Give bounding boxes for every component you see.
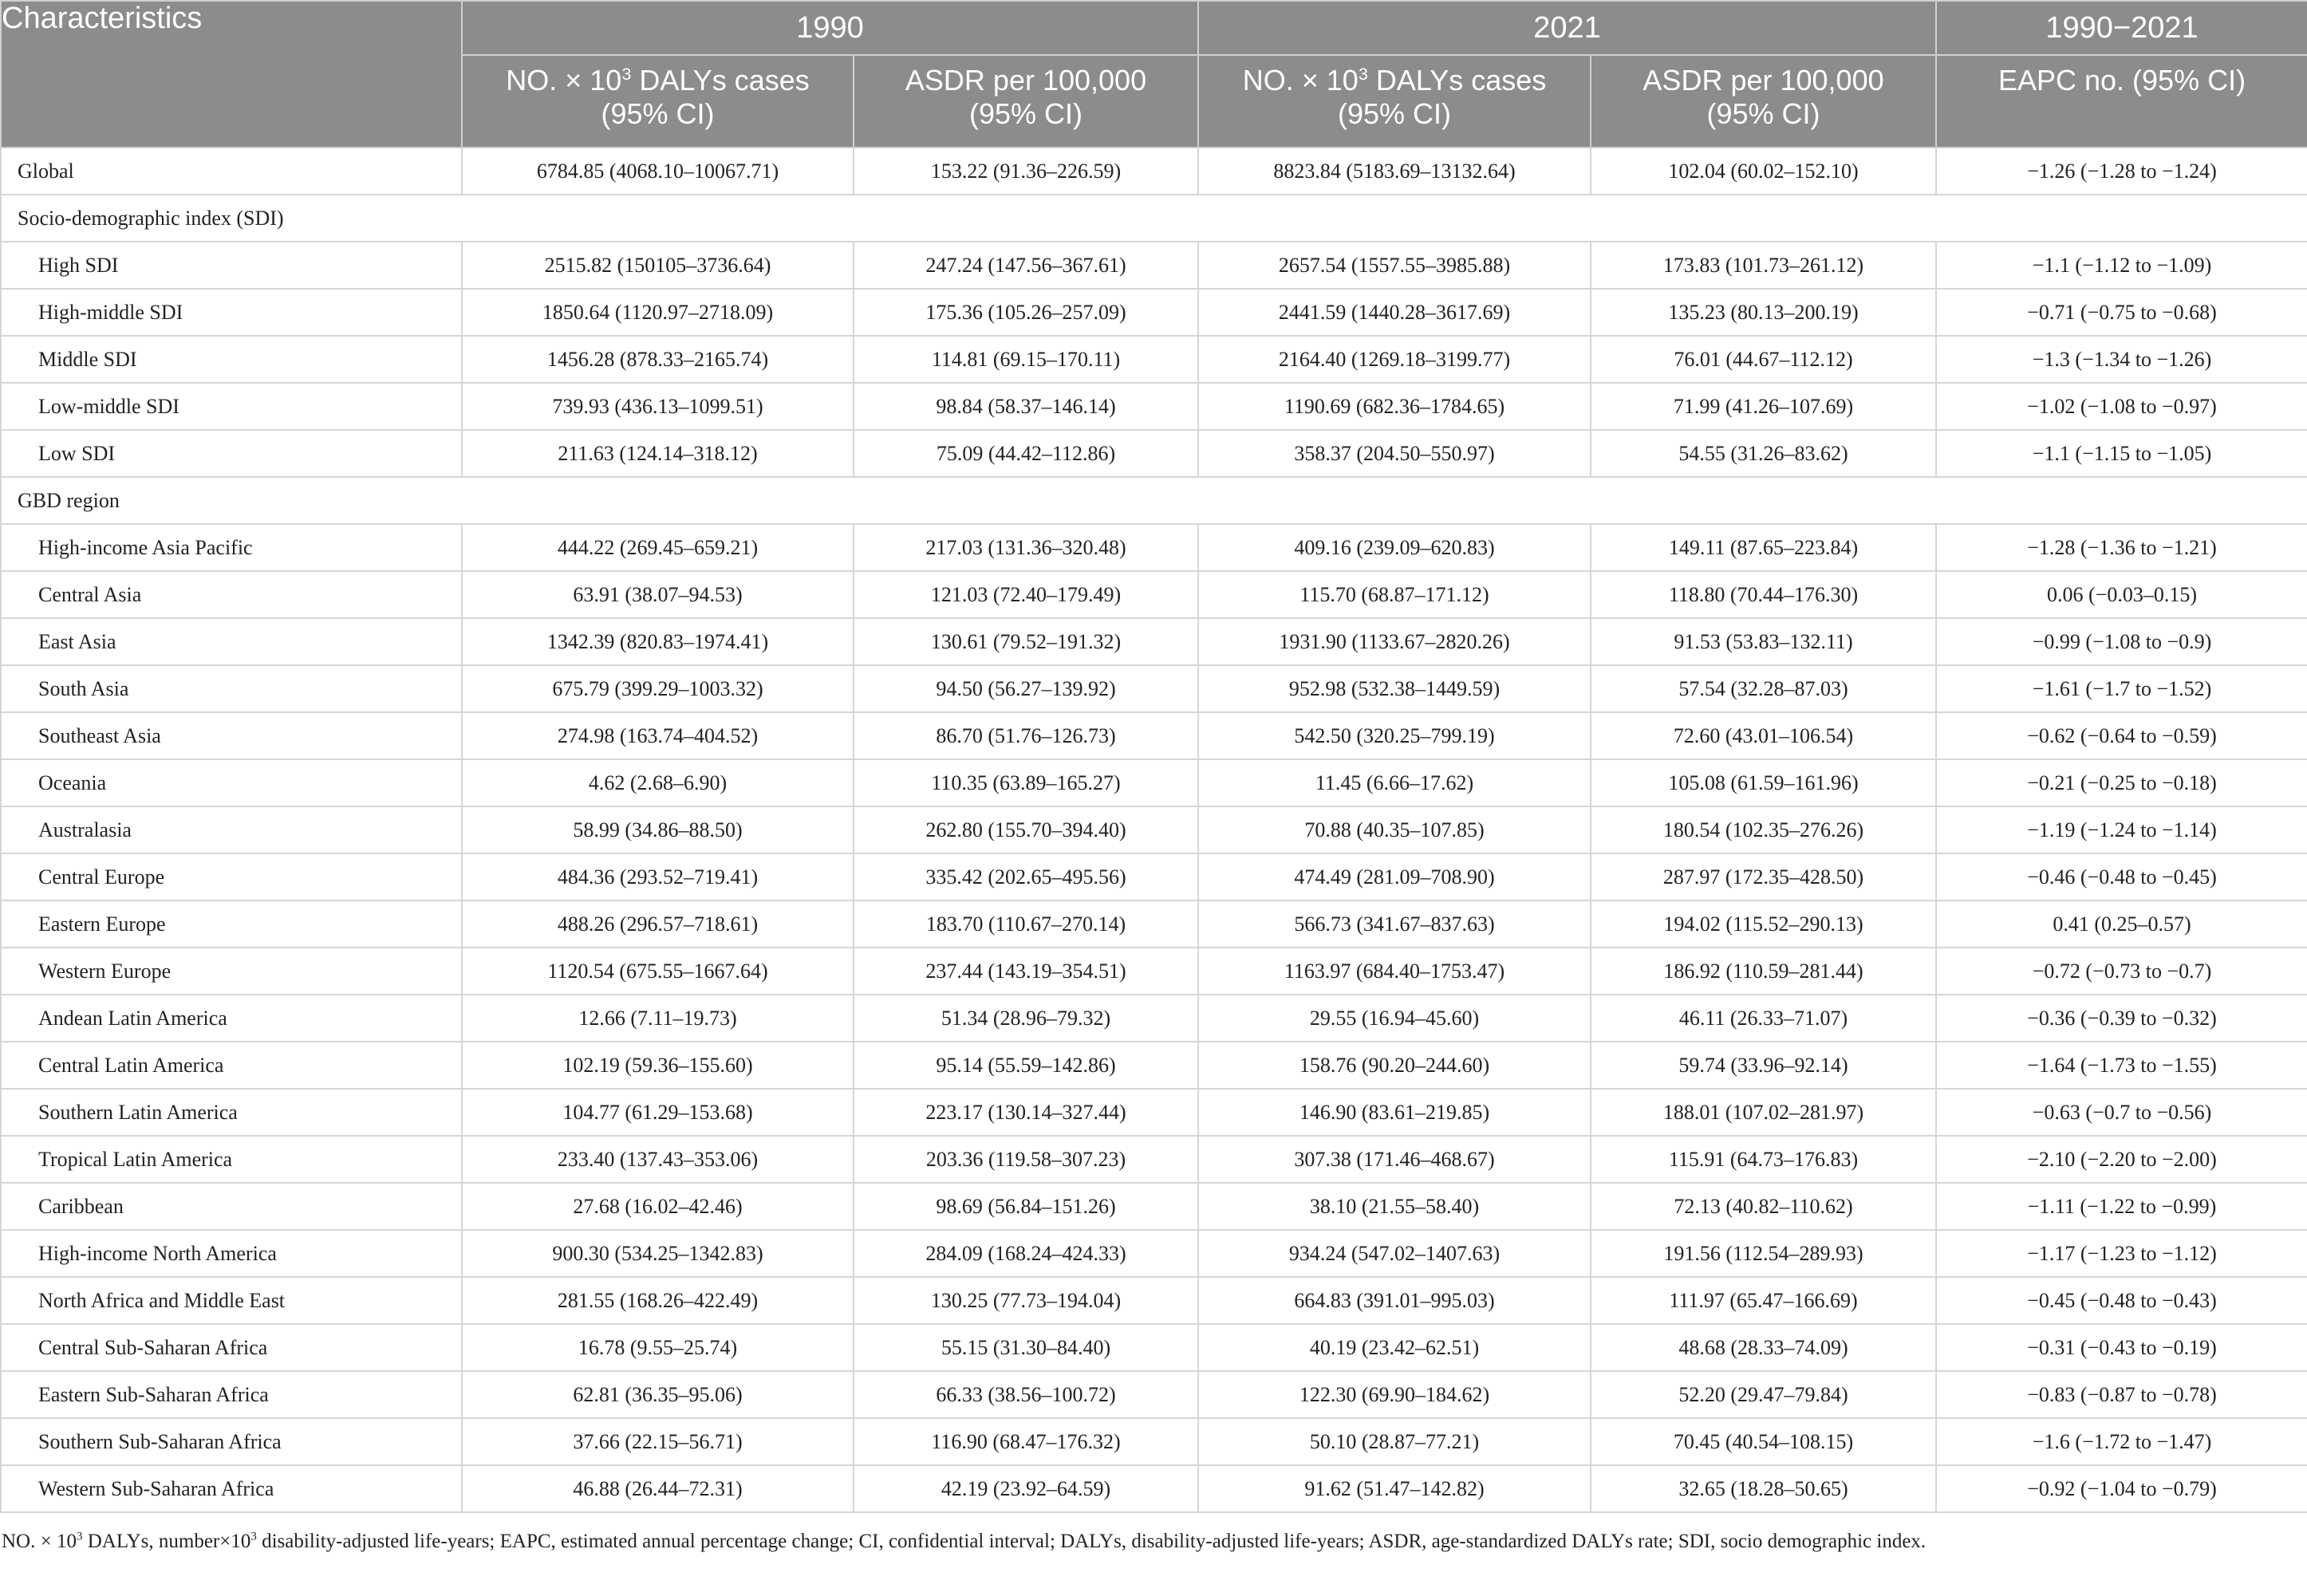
table-row	[1, 1277, 2307, 1324]
cell-2021-no: 2441.59 (1440.28–3617.69)	[1198, 289, 1591, 336]
cell-2021-asdr: 149.11 (87.65–223.84)	[1591, 524, 1936, 571]
cell-2021-no: 474.49 (281.09–708.90)	[1198, 853, 1591, 900]
cell-1990-asdr: 183.70 (110.67–270.14)	[854, 900, 1198, 948]
cell-2021-asdr: 102.04 (60.02–152.10)	[1591, 148, 1936, 195]
table-row	[1, 1371, 2307, 1418]
table-row	[1, 1465, 2307, 1512]
row-label: Central Asia	[1, 571, 462, 618]
cell-2021-asdr: 191.56 (112.54–289.93)	[1591, 1230, 1936, 1277]
cell-2021-asdr: 72.13 (40.82–110.62)	[1591, 1183, 1936, 1230]
cell-1990-asdr: 98.69 (56.84–151.26)	[854, 1183, 1198, 1230]
row-label: South Asia	[1, 665, 462, 712]
header-2021-no	[1198, 55, 1591, 148]
table-header	[1, 1, 2307, 148]
cell-1990-asdr: 217.03 (131.36–320.48)	[854, 524, 1198, 571]
header-1990-asdr	[854, 55, 1198, 148]
cell-1990-asdr: 98.84 (58.37–146.14)	[854, 383, 1198, 430]
table-row	[1, 336, 2307, 383]
table-row	[1, 759, 2307, 806]
no-label-prefix: NO. × 10	[1242, 64, 1359, 97]
cell-2021-no: 664.83 (391.01–995.03)	[1198, 1277, 1591, 1324]
cell-1990-asdr: 94.50 (56.27–139.92)	[854, 665, 1198, 712]
cell-2021-no: 70.88 (40.35–107.85)	[1198, 806, 1591, 853]
no-label-exp: 3	[621, 64, 632, 84]
cell-eapc: −0.21 (−0.25 to −0.18)	[1936, 759, 2307, 806]
footnote-middle: DALYs, number×10	[82, 1531, 251, 1552]
table-row	[1, 524, 2307, 571]
footnote-exp: 3	[76, 1530, 83, 1543]
cell-1990-asdr: 116.90 (68.47–176.32)	[854, 1418, 1198, 1465]
cell-1990-asdr: 247.24 (147.56–367.61)	[854, 242, 1198, 289]
footnote-exp: 3	[250, 1530, 257, 1543]
cell-1990-no: 16.78 (9.55–25.74)	[462, 1324, 854, 1371]
cell-1990-no: 62.81 (36.35–95.06)	[462, 1371, 854, 1418]
table-row	[1, 383, 2307, 430]
cell-1990-asdr: 114.81 (69.15–170.11)	[854, 336, 1198, 383]
cell-1990-no: 1850.64 (1120.97–2718.09)	[462, 289, 854, 336]
table-row	[1, 618, 2307, 665]
row-label: Central Sub-Saharan Africa	[1, 1324, 462, 1371]
cell-2021-asdr: 46.11 (26.33–71.07)	[1591, 995, 1936, 1042]
cell-eapc: −0.71 (−0.75 to −0.68)	[1936, 289, 2307, 336]
cell-1990-no: 2515.82 (150105–3736.64)	[462, 242, 854, 289]
cell-2021-asdr: 194.02 (115.52–290.13)	[1591, 900, 1936, 948]
cell-1990-asdr: 284.09 (168.24–424.33)	[854, 1230, 1198, 1277]
ci-label: (95% CI)	[968, 97, 1083, 130]
cell-2021-no: 934.24 (547.02–1407.63)	[1198, 1230, 1591, 1277]
cell-1990-asdr: 262.80 (155.70–394.40)	[854, 806, 1198, 853]
footnote-rest: disability-adjusted life-years; EAPC, estimated annual percentage change; CI, confidential interval; DALYs, disability-adjusted life-years; ASDR, age-standardized DALYs rate; SDI, socio demographic index.	[256, 1531, 1926, 1552]
cell-2021-no: 1931.90 (1133.67–2820.26)	[1198, 618, 1591, 665]
row-label: Western Europe	[1, 948, 462, 995]
cell-eapc: −1.6 (−1.72 to −1.47)	[1936, 1418, 2307, 1465]
cell-1990-no: 27.68 (16.02–42.46)	[462, 1183, 854, 1230]
cell-2021-asdr: 105.08 (61.59–161.96)	[1591, 759, 1936, 806]
cell-1990-asdr: 335.42 (202.65–495.56)	[854, 853, 1198, 900]
cell-eapc: −0.92 (−1.04 to −0.79)	[1936, 1465, 2307, 1512]
row-label: High-income North America	[1, 1230, 462, 1277]
cell-2021-asdr: 115.91 (64.73–176.83)	[1591, 1136, 1936, 1183]
cell-1990-asdr: 86.70 (51.76–126.73)	[854, 712, 1198, 759]
row-label: Low SDI	[1, 430, 462, 477]
cell-2021-asdr: 188.01 (107.02–281.97)	[1591, 1089, 1936, 1136]
cell-1990-no: 4.62 (2.68–6.90)	[462, 759, 854, 806]
row-label: High SDI	[1, 242, 462, 289]
cell-eapc: −0.45 (−0.48 to −0.43)	[1936, 1277, 2307, 1324]
cell-1990-asdr: 121.03 (72.40–179.49)	[854, 571, 1198, 618]
cell-1990-asdr: 51.34 (28.96–79.32)	[854, 995, 1198, 1042]
cell-2021-no: 358.37 (204.50–550.97)	[1198, 430, 1591, 477]
table-row	[1, 1089, 2307, 1136]
cell-1990-no: 58.99 (34.86–88.50)	[462, 806, 854, 853]
cell-2021-asdr: 186.92 (110.59–281.44)	[1591, 948, 1936, 995]
cell-eapc: 0.41 (0.25–0.57)	[1936, 900, 2307, 948]
cell-1990-no: 675.79 (399.29–1003.32)	[462, 665, 854, 712]
cell-1990-no: 281.55 (168.26–422.49)	[462, 1277, 854, 1324]
row-label: Southeast Asia	[1, 712, 462, 759]
table-row	[1, 1230, 2307, 1277]
cell-1990-asdr: 75.09 (44.42–112.86)	[854, 430, 1198, 477]
cell-eapc: 0.06 (−0.03–0.15)	[1936, 571, 2307, 618]
cell-eapc: −0.31 (−0.43 to −0.19)	[1936, 1324, 2307, 1371]
cell-1990-no: 484.36 (293.52–719.41)	[462, 853, 854, 900]
cell-1990-no: 488.26 (296.57–718.61)	[462, 900, 854, 948]
cell-1990-asdr: 223.17 (130.14–327.44)	[854, 1089, 1198, 1136]
row-label: Low-middle SDI	[1, 383, 462, 430]
table-row	[1, 289, 2307, 336]
cell-2021-asdr: 118.80 (70.44–176.30)	[1591, 571, 1936, 618]
cell-eapc: −0.83 (−0.87 to −0.78)	[1936, 1371, 2307, 1418]
cell-2021-asdr: 173.83 (101.73–261.12)	[1591, 242, 1936, 289]
cell-eapc: −1.17 (−1.23 to −1.12)	[1936, 1230, 2307, 1277]
cell-2021-asdr: 57.54 (32.28–87.03)	[1591, 665, 1936, 712]
cell-1990-asdr: 130.61 (79.52–191.32)	[854, 618, 1198, 665]
cell-2021-no: 158.76 (90.20–244.60)	[1198, 1042, 1591, 1089]
cell-eapc: −1.64 (−1.73 to −1.55)	[1936, 1042, 2307, 1089]
row-label: Western Sub-Saharan Africa	[1, 1465, 462, 1512]
table-body	[1, 148, 2307, 1512]
cell-2021-asdr: 287.97 (172.35–428.50)	[1591, 853, 1936, 900]
table-row	[1, 1324, 2307, 1371]
no-label-exp: 3	[1358, 64, 1368, 84]
cell-2021-asdr: 91.53 (53.83–132.11)	[1591, 618, 1936, 665]
table-footnote	[0, 1531, 2307, 1553]
cell-2021-no: 11.45 (6.66–17.62)	[1198, 759, 1591, 806]
cell-2021-asdr: 72.60 (43.01–106.54)	[1591, 712, 1936, 759]
table-row	[1, 430, 2307, 477]
cell-eapc: −1.1 (−1.12 to −1.09)	[1936, 242, 2307, 289]
row-label: East Asia	[1, 618, 462, 665]
cell-eapc: −0.63 (−0.7 to −0.56)	[1936, 1089, 2307, 1136]
cell-2021-no: 8823.84 (5183.69–13132.64)	[1198, 148, 1591, 195]
cell-2021-asdr: 111.97 (65.47–166.69)	[1591, 1277, 1936, 1324]
cell-2021-no: 409.16 (239.09–620.83)	[1198, 524, 1591, 571]
cell-1990-no: 46.88 (26.44–72.31)	[462, 1465, 854, 1512]
cell-1990-asdr: 95.14 (55.59–142.86)	[854, 1042, 1198, 1089]
cell-1990-asdr: 42.19 (23.92–64.59)	[854, 1465, 1198, 1512]
cell-1990-no: 6784.85 (4068.10–10067.71)	[462, 148, 854, 195]
cell-2021-no: 542.50 (320.25–799.19)	[1198, 712, 1591, 759]
no-label-prefix: NO. × 10	[506, 64, 622, 97]
table-row	[1, 712, 2307, 759]
table-row	[1, 1183, 2307, 1230]
cell-2021-no: 29.55 (16.94–45.60)	[1198, 995, 1591, 1042]
row-label: Southern Latin America	[1, 1089, 462, 1136]
cell-1990-no: 1342.39 (820.83–1974.41)	[462, 618, 854, 665]
cell-1990-no: 900.30 (534.25–1342.83)	[462, 1230, 854, 1277]
table-row	[1, 806, 2307, 853]
cell-eapc: −2.10 (−2.20 to −2.00)	[1936, 1136, 2307, 1183]
footnote-prefix: NO. × 10	[2, 1531, 77, 1552]
cell-1990-no: 102.19 (59.36–155.60)	[462, 1042, 854, 1089]
header-1990-no	[462, 55, 854, 148]
cell-2021-no: 307.38 (171.46–468.67)	[1198, 1136, 1591, 1183]
cell-1990-asdr: 153.22 (91.36–226.59)	[854, 148, 1198, 195]
cell-1990-no: 37.66 (22.15–56.71)	[462, 1418, 854, 1465]
cell-2021-no: 122.30 (69.90–184.62)	[1198, 1371, 1591, 1418]
cell-1990-no: 1120.54 (675.55–1667.64)	[462, 948, 854, 995]
cell-eapc: −1.19 (−1.24 to −1.14)	[1936, 806, 2307, 853]
cell-2021-no: 1163.97 (684.40–1753.47)	[1198, 948, 1591, 995]
table-row	[1, 1418, 2307, 1465]
table-row	[1, 995, 2307, 1042]
cell-2021-no: 115.70 (68.87–171.12)	[1198, 571, 1591, 618]
table-row	[1, 571, 2307, 618]
cell-1990-no: 233.40 (137.43–353.06)	[462, 1136, 854, 1183]
header-characteristics: Characteristics	[1, 1, 462, 148]
cell-2021-no: 38.10 (21.55–58.40)	[1198, 1183, 1591, 1230]
section-label: GBD region	[1, 477, 2307, 524]
row-label: Central Europe	[1, 853, 462, 900]
cell-2021-asdr: 54.55 (31.26–83.62)	[1591, 430, 1936, 477]
cell-1990-asdr: 110.35 (63.89–165.27)	[854, 759, 1198, 806]
ci-label: (95% CI)	[1706, 97, 1820, 130]
section-row-sdi	[1, 195, 2307, 242]
cell-2021-asdr: 52.20 (29.47–79.84)	[1591, 1371, 1936, 1418]
header-2021-asdr	[1591, 55, 1936, 148]
table-row-global	[1, 148, 2307, 195]
cell-2021-no: 1190.69 (682.36–1784.65)	[1198, 383, 1591, 430]
cell-eapc: −1.02 (−1.08 to −0.97)	[1936, 383, 2307, 430]
cell-1990-no: 104.77 (61.29–153.68)	[462, 1089, 854, 1136]
asdr-label: ASDR per 100,000	[905, 64, 1147, 97]
cell-1990-asdr: 55.15 (31.30–84.40)	[854, 1324, 1198, 1371]
cell-eapc: −0.36 (−0.39 to −0.32)	[1936, 995, 2307, 1042]
row-label: Caribbean	[1, 1183, 462, 1230]
cell-1990-no: 274.98 (163.74–404.52)	[462, 712, 854, 759]
cell-2021-asdr: 180.54 (102.35–276.26)	[1591, 806, 1936, 853]
row-label: Tropical Latin America	[1, 1136, 462, 1183]
row-label: High-middle SDI	[1, 289, 462, 336]
cell-2021-asdr: 48.68 (28.33–74.09)	[1591, 1324, 1936, 1371]
table-row	[1, 1136, 2307, 1183]
section-label: Socio-demographic index (SDI)	[1, 195, 2307, 242]
cell-2021-no: 566.73 (341.67–837.63)	[1198, 900, 1591, 948]
cell-eapc: −1.1 (−1.15 to −1.05)	[1936, 430, 2307, 477]
cell-2021-no: 146.90 (83.61–219.85)	[1198, 1089, 1591, 1136]
cell-2021-asdr: 59.74 (33.96–92.14)	[1591, 1042, 1936, 1089]
cell-eapc: −0.46 (−0.48 to −0.45)	[1936, 853, 2307, 900]
row-label: Andean Latin America	[1, 995, 462, 1042]
row-label: Central Latin America	[1, 1042, 462, 1089]
row-label: Oceania	[1, 759, 462, 806]
cell-eapc: −1.26 (−1.28 to −1.24)	[1936, 148, 2307, 195]
ci-label: (95% CI)	[601, 97, 715, 130]
header-year-1990: 1990	[462, 1, 1198, 55]
cell-1990-asdr: 66.33 (38.56–100.72)	[854, 1371, 1198, 1418]
row-label: Southern Sub-Saharan Africa	[1, 1418, 462, 1465]
cell-1990-asdr: 130.25 (77.73–194.04)	[854, 1277, 1198, 1324]
no-label-suffix: DALYs cases	[631, 64, 810, 97]
cell-1990-asdr: 203.36 (119.58–307.23)	[854, 1136, 1198, 1183]
row-label: Eastern Europe	[1, 900, 462, 948]
header-eapc: EAPC no. (95% CI)	[1936, 55, 2307, 148]
table-row	[1, 665, 2307, 712]
cell-1990-no: 63.91 (38.07–94.53)	[462, 571, 854, 618]
cell-eapc: −1.28 (−1.36 to −1.21)	[1936, 524, 2307, 571]
cell-eapc: −1.3 (−1.34 to −1.26)	[1936, 336, 2307, 383]
table-row	[1, 948, 2307, 995]
cell-eapc: −1.61 (−1.7 to −1.52)	[1936, 665, 2307, 712]
table-row	[1, 900, 2307, 948]
header-period: 1990−2021	[1936, 1, 2307, 55]
cell-1990-no: 1456.28 (878.33–2165.74)	[462, 336, 854, 383]
cell-2021-no: 40.19 (23.42–62.51)	[1198, 1324, 1591, 1371]
cell-2021-no: 91.62 (51.47–142.82)	[1198, 1465, 1591, 1512]
cell-eapc: −0.99 (−1.08 to −0.9)	[1936, 618, 2307, 665]
row-label: Eastern Sub-Saharan Africa	[1, 1371, 462, 1418]
cell-2021-no: 2657.54 (1557.55–3985.88)	[1198, 242, 1591, 289]
table-row	[1, 1042, 2307, 1089]
cell-2021-asdr: 135.23 (80.13–200.19)	[1591, 289, 1936, 336]
cell-2021-no: 2164.40 (1269.18–3199.77)	[1198, 336, 1591, 383]
ci-label: (95% CI)	[1338, 97, 1452, 130]
cell-eapc: −0.62 (−0.64 to −0.59)	[1936, 712, 2307, 759]
row-label: High-income Asia Pacific	[1, 524, 462, 571]
no-label-suffix: DALYs cases	[1367, 64, 1547, 97]
cell-1990-no: 12.66 (7.11–19.73)	[462, 995, 854, 1042]
header-year-2021: 2021	[1198, 1, 1936, 55]
asdr-label: ASDR per 100,000	[1643, 64, 1884, 97]
cell-2021-no: 952.98 (532.38–1449.59)	[1198, 665, 1591, 712]
cell-1990-no: 444.22 (269.45–659.21)	[462, 524, 854, 571]
cell-1990-asdr: 175.36 (105.26–257.09)	[854, 289, 1198, 336]
cell-2021-asdr: 70.45 (40.54–108.15)	[1591, 1418, 1936, 1465]
cell-1990-no: 739.93 (436.13–1099.51)	[462, 383, 854, 430]
cell-1990-no: 211.63 (124.14–318.12)	[462, 430, 854, 477]
cell-1990-asdr: 237.44 (143.19–354.51)	[854, 948, 1198, 995]
row-label: Middle SDI	[1, 336, 462, 383]
row-label: Global	[1, 148, 462, 195]
row-label: Australasia	[1, 806, 462, 853]
cell-2021-asdr: 71.99 (41.26–107.69)	[1591, 383, 1936, 430]
section-row-gbd	[1, 477, 2307, 524]
cell-2021-no: 50.10 (28.87–77.21)	[1198, 1418, 1591, 1465]
table-row	[1, 853, 2307, 900]
cell-eapc: −0.72 (−0.73 to −0.7)	[1936, 948, 2307, 995]
cell-eapc: −1.11 (−1.22 to −0.99)	[1936, 1183, 2307, 1230]
cell-2021-asdr: 32.65 (18.28–50.65)	[1591, 1465, 1936, 1512]
table-row	[1, 242, 2307, 289]
cell-2021-asdr: 76.01 (44.67–112.12)	[1591, 336, 1936, 383]
row-label: North Africa and Middle East	[1, 1277, 462, 1324]
